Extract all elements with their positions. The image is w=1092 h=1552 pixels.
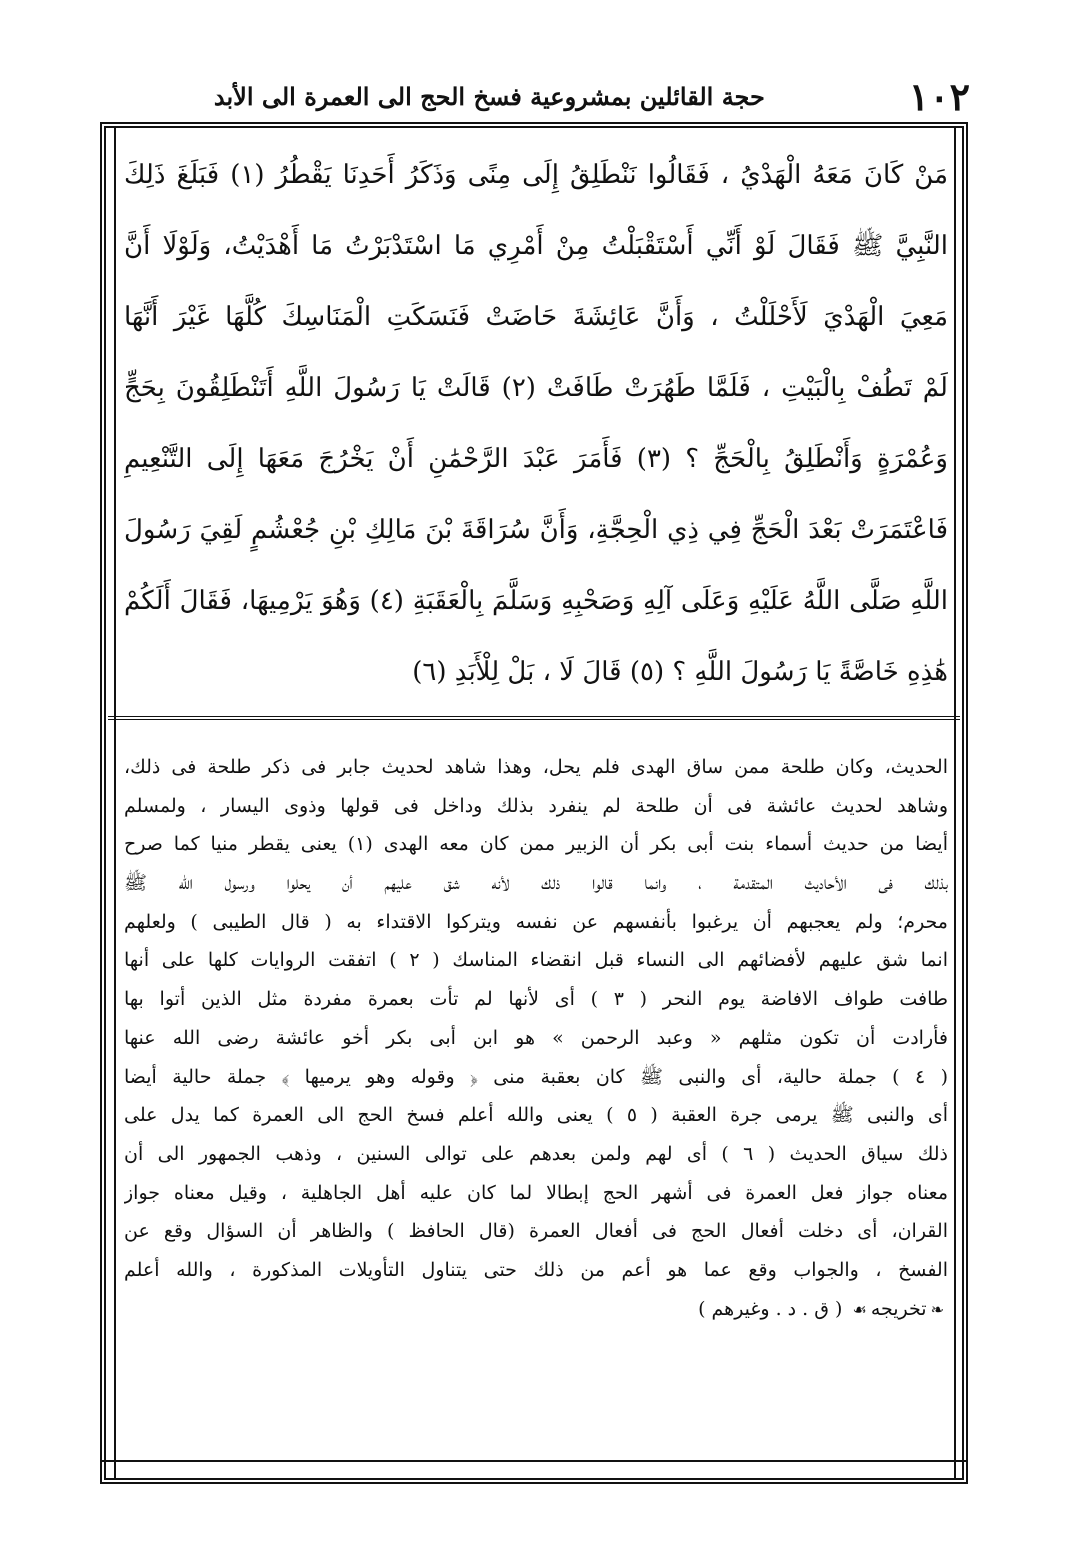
commentary-line: وشاهد لحديث عائشة فى أن طلحة لم ينفرد بذلك وداخل فى قولها وذوى اليسار ، ولمسلم [124, 794, 948, 817]
commentary-line: ذلك سياق الحديث ( ٦ ) أى لهم ولمن بعدهم على توالى السنين ، وذهب الجمهور الى أن [124, 1142, 948, 1165]
commentary-line: معناه جواز فعل العمرة فى أشهر الحج إبطالا لما كان عليه أهل الجاهلية ، وقيل معناه جواز [124, 1181, 948, 1204]
page-number: ١٠٢ [908, 73, 970, 119]
commentary-line: فأرادت أن تكون مثلهم « وعبد الرحمن » هو ابن أبى بكر أخو عائشة رضى الله عنها [124, 1026, 948, 1049]
page-header [110, 72, 970, 120]
hadith-line: هَٰذِهِ خَاصَّةً يَا رَسُولَ اللَّهِ ؟ (٥) قَالَ لَا ، بَلْ لِلْأَبَدِ (٦) [412, 657, 948, 687]
hadith-text [124, 140, 948, 708]
frame-rule-right [954, 126, 956, 1480]
commentary-line: محرم؛ ولم يعجبهم أن يرغبوا بأنفسهم عن نفسه ويتركوا الاقتداء به ( قال الطيبى ) ولعلهم [124, 910, 948, 933]
hadith-line: النَّبِيَّ ﷺ فَقَالَ لَوْ أَنِّي أَسْتَقْبَلْتُ مِنْ أَمْرِي مَا اسْتَدْبَرْتُ مَا أَهْدَيْتُ، وَلَوْلَا أَنَّ [124, 231, 948, 261]
frame-rule-bottom [100, 1460, 968, 1462]
commentary-line: الفسخ ، والجواب وقع عما هو أعم من ذلك حتى يتناول التأويلات المذكورة ، والله أعلم [124, 1258, 948, 1281]
commentary-line: ( ٤ ) جملة حالية، أى والنبى ﷺ كان بعقبة منى ﴿ وقوله وهو يرميها ﴾ جملة حالية أيضا [124, 1065, 948, 1088]
takhrij-label: تخريجه [870, 1297, 927, 1320]
ornament-icon: ❧ [930, 1299, 944, 1319]
takhrij-line [124, 1290, 948, 1329]
hadith-line: اللَّهِ صَلَّى اللَّهُ عَلَيْهِ وَعَلَى آلِهِ وَصَحْبِهِ وَسَلَّمَ بِالْعَقَبَةِ (٤) وَهُوَ يَرْمِيهَا، فَقَالَ أَلَكُمْ [124, 586, 948, 616]
hadith-line: مَنْ كَانَ مَعَهُ الْهَدْيُ ، فَقَالُوا نَنْطَلِقُ إِلَى مِنًى وَذَكَرُ أَحَدِنَا يَقْطُرُ (١) فَبَلَغَ ذَلِكَ [124, 160, 948, 190]
commentary-line: الحديث، وكان طلحة ممن ساق الهدى فلم يحل، وهذا شاهد لحديث جابر فى ذكر طلحة فى ذلك، [124, 756, 948, 778]
commentary-line: أيضا من حديث أسماء بنت أبى بكر أن الزبير ممن كان معه الهدى (١) يعنى يقطر منيا كما صرح [124, 833, 948, 856]
hadith-line: فَاعْتَمَرَتْ بَعْدَ الْحَجِّ فِي ذِي الْحِجَّةِ، وَأَنَّ سُرَاقَةَ بْنَ مَالِكِ بْنِ جُعْشُمٍ لَقِيَ رَسُولَ [124, 515, 948, 545]
section-divider [108, 716, 960, 726]
commentary-line: بذلك فى الأحاديث المتقدمة ، وانما قالوا ذلك لأنه شق عليهم أن يحلوا ورسول الله ﷺ [124, 872, 948, 895]
ornament-icon: ☙ [852, 1299, 867, 1319]
running-title: حجة القائلين بمشروعية فسخ الحج الى العمرة الى الأبد [213, 81, 765, 111]
hadith-line: وَعُمْرَةٍ وَأَنْطَلِقُ بِالْحَجِّ ؟ (٣) فَأَمَرَ عَبْدَ الرَّحْمَٰنِ أَنْ يَخْرُجَ مَعَهَا إِلَى التَّنْعِيمِ [124, 444, 948, 474]
commentary-line: القران، أى دخلت أفعال الحج فى أفعال العمرة (قال الحافظ ) والظاهر أن السؤال وقع عن [124, 1220, 948, 1243]
commentary-line: أى والنبى ﷺ يرمى جرة العقبة ( ٥ ) يعنى والله أعلم فسخ الحج الى العمرة كما يدل على [124, 1104, 948, 1127]
hadith-line: مَعِيَ الْهَدْيَ لَأَحْلَلْتُ ، وَأَنَّ عَائِشَةَ حَاضَتْ فَنَسَكَتِ الْمَنَاسِكَ كُلَّهَا غَيْرَ أَنَّهَا [124, 302, 948, 332]
takhrij-value: ( ق . د . وغيرهم ) [698, 1297, 843, 1320]
commentary-text [124, 748, 948, 1328]
hadith-line: لَمْ تَطُفْ بِالْبَيْتِ ، فَلَمَّا طَهُرَتْ طَافَتْ (٢) قَالَتْ يَا رَسُولَ اللَّهِ أَتَنْطَلِقُونَ بِحَجٍّ [124, 373, 948, 403]
commentary-line: انما شق عليهم لأفضائهم الى النساء قبل انقضاء المناسك ( ٢ ) اتفقت الروايات كلها على أنها [124, 949, 948, 972]
commentary-line: طافت طواف الافاضة يوم النحر ( ٣ ) أى لأنها لم تأت بعمرة مفردة مثل الذين أتوا بها [124, 988, 948, 1011]
frame-rule-left [114, 126, 116, 1480]
